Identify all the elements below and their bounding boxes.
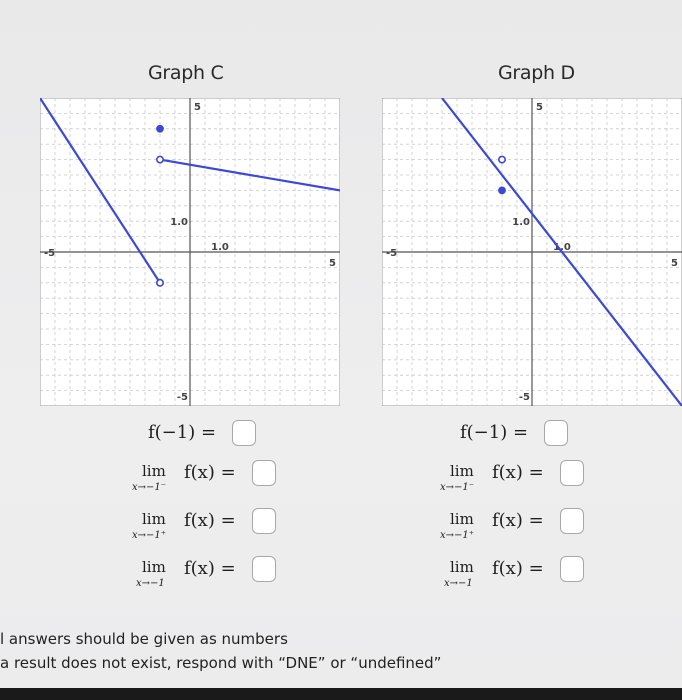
graph-c-chart xyxy=(40,98,340,406)
graph-d-right-limit-row xyxy=(436,506,596,542)
f-value-label: f(−1) = xyxy=(148,422,217,443)
graph-c-left-limit-row xyxy=(128,458,288,494)
lim-label: lim xyxy=(450,462,474,480)
lim-subscript-right: x→−1⁺ xyxy=(440,530,475,541)
tick-label-y-top: 5 xyxy=(194,102,201,113)
tick-label-x-right: 5 xyxy=(329,258,336,269)
lim-subscript-right: x→−1⁺ xyxy=(132,530,167,541)
lim-label: lim xyxy=(142,462,166,480)
open-hole xyxy=(499,156,505,162)
tick-label-x-left: -5 xyxy=(386,248,398,259)
graph-d-title: Graph D xyxy=(498,62,575,84)
graph-d-two-sided-limit-input[interactable] xyxy=(560,556,584,582)
tick-label-y-1: 1.0 xyxy=(512,217,530,229)
f-value-label: f(−1) = xyxy=(460,422,529,443)
graph-d-chart xyxy=(382,98,682,406)
lim-label: lim xyxy=(450,510,474,528)
lim-label: lim xyxy=(142,558,166,576)
tick-label-x-right: 5 xyxy=(671,258,678,269)
closed-point xyxy=(157,125,164,132)
instructions-line-2: a result does not exist, respond with “DNE” or “undefined” xyxy=(0,654,442,672)
graph-c-two-sided-limit-row xyxy=(128,554,288,590)
graph-d-f-value-row xyxy=(460,418,580,454)
lim-expression: f(x) = xyxy=(492,462,544,483)
graph-c-title: Graph C xyxy=(148,62,224,84)
graph-c-left-limit-input[interactable] xyxy=(252,460,276,486)
lim-label: lim xyxy=(142,510,166,528)
graph-d-left-limit-input[interactable] xyxy=(560,460,584,486)
screen-bezel xyxy=(0,688,682,700)
tick-label-y-bottom: -5 xyxy=(518,392,530,403)
lim-expression: f(x) = xyxy=(492,558,544,579)
graph-d-left-limit-row xyxy=(436,458,596,494)
graph-c-f-value-row xyxy=(148,418,268,454)
lim-label: lim xyxy=(450,558,474,576)
closed-point xyxy=(499,187,506,194)
lim-expression: f(x) = xyxy=(492,510,544,531)
tick-label-y-top: 5 xyxy=(536,102,543,113)
graph-d-f-value-input[interactable] xyxy=(544,420,568,446)
instructions-line-1: l answers should be given as numbers xyxy=(0,630,288,648)
graph-d-right-limit-input[interactable] xyxy=(560,508,584,534)
lim-subscript-both: x→−1 xyxy=(444,578,473,589)
lim-subscript-both: x→−1 xyxy=(136,578,165,589)
lim-expression: f(x) = xyxy=(184,558,236,579)
tick-label-x-1: 1.0 xyxy=(211,242,229,253)
graph-c-right-limit-input[interactable] xyxy=(252,508,276,534)
lim-expression: f(x) = xyxy=(184,510,236,531)
graph-c-f-value-input[interactable] xyxy=(232,420,256,446)
graph-c-right-limit-row xyxy=(128,506,288,542)
tick-label-x-left: -5 xyxy=(44,248,56,259)
open-endpoint xyxy=(157,280,163,286)
lim-subscript-left: x→−1⁻ xyxy=(440,482,475,493)
lim-expression: f(x) = xyxy=(184,462,236,483)
tick-label-y-1: 1.0 xyxy=(170,217,188,229)
lim-subscript-left: x→−1⁻ xyxy=(132,482,167,493)
tick-label-y-bottom: -5 xyxy=(176,392,188,403)
graph-c-two-sided-limit-input[interactable] xyxy=(252,556,276,582)
open-endpoint xyxy=(157,156,163,162)
graph-d-two-sided-limit-row xyxy=(436,554,596,590)
tick-label-x-1: 1.0 xyxy=(553,242,571,253)
